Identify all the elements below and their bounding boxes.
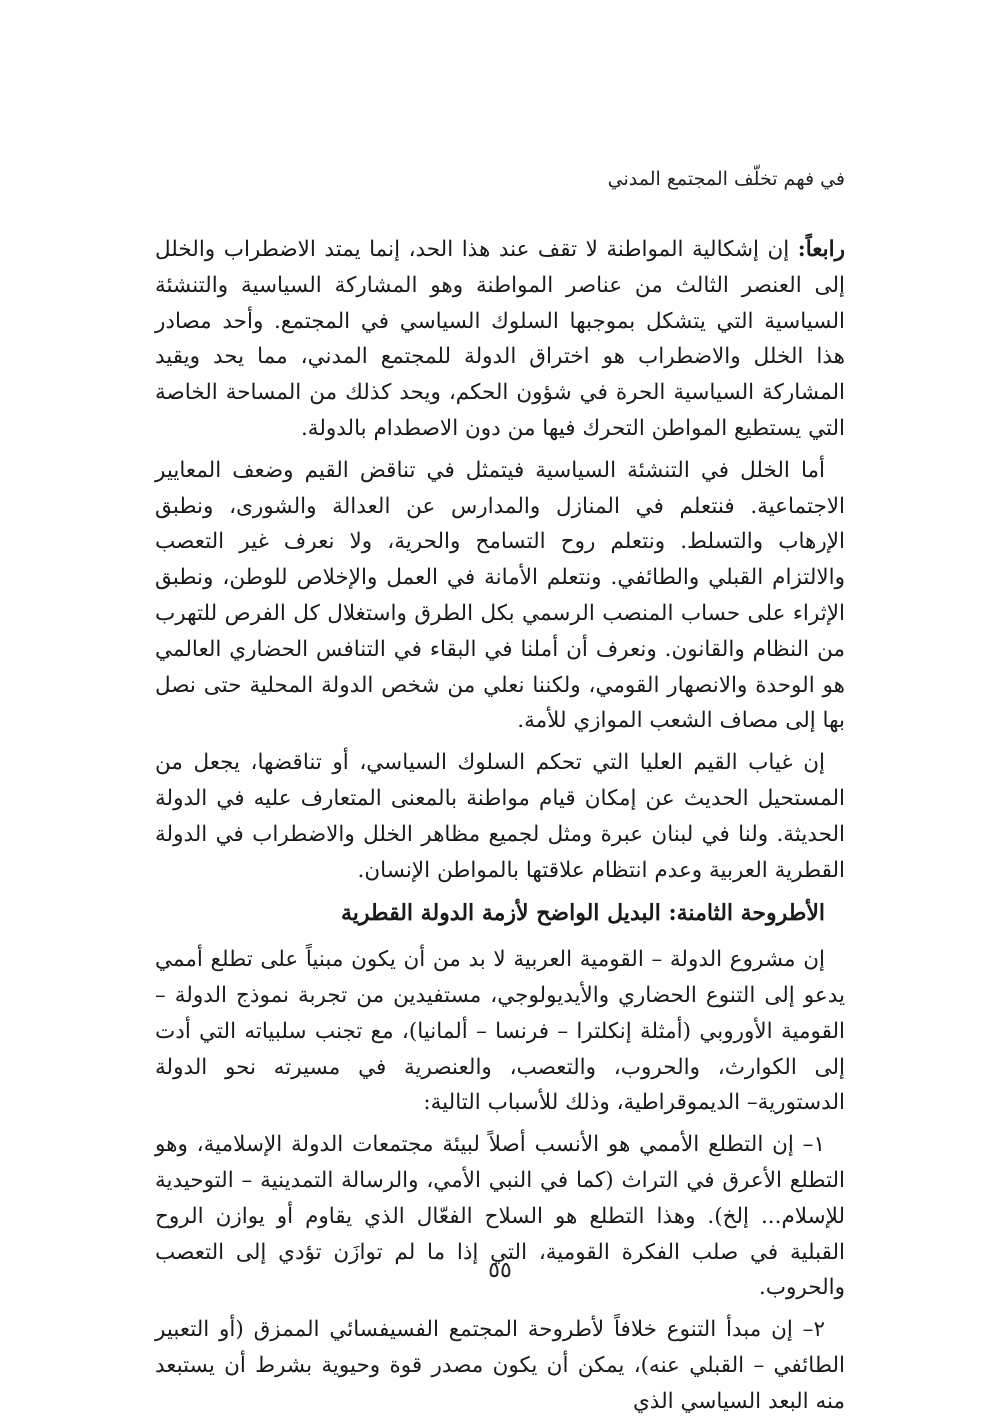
paragraph-absent-values: إن غياب القيم العليا التي تحكم السلوك السياسي، أو تناقضها، يجعل من المستحيل الحديث عن إمكان قيام مواطنة بالمعنى المتعارف عليه في الدولة الحديثة. ولنا في لبنان عبرة ومثل لجميع مظاهر الخلل والاضطراب في الدولة القطرية العربية وعدم انتظام علاقتها بالمواطن الإنسان. <box>155 750 845 883</box>
paragraph-political-socialization: أما الخلل في التنشئة السياسية فيتمثل في تناقض القيم وضعف المعايير الاجتماعية. فنتعلم في المنازل والمدارس عن العدالة والشورى، ونطبق الإرهاب والتسلط. ونتعلم روح التسامح والحرية، ولا نعرف غير التعصب والالتزام القبلي والطائفي. ونتعلم الأمانة في العمل والإخلاص للوطن، ونطبق الإثراء على حساب المنصب الرسمي بكل الطرق واستغلال كل الفرص للتهرب من النظام والقانون. ونعرف أن أملنا في البقاء في التنافس الحضاري العالمي هو الوحدة والانصهار القومي، ولكننا نعلي من شخص الدولة المحلية حتى نصل بها إلى مصاف الشعب الموازي للأمة. <box>155 457 845 734</box>
running-head: في فهم تخلّف المجتمع المدني <box>607 168 845 190</box>
page-number: ٥٥ <box>488 1258 512 1283</box>
paragraph-reason-1: ١– إن التطلع الأممي هو الأنسب أصلاً لبيئة مجتمعات الدولة الإسلامية، وهو التطلع الأعرق في التراث (كما في النبي الأمي، والرسالة التمدينية – التوحيدية للإسلام... إلخ). وهذا التطلع هو السلاح الفعّال الذي يقاوم أو يوازن الروح القبلية في صلب الفكرة القومية، التي إذا ما لم توازَن تؤدي إلى التعصب والحروب. <box>155 1132 845 1301</box>
paragraph-nation-state-project: إن مشروع الدولة – القومية العربية لا بد من أن يكون مبنياً على تطلع أممي يدعو إلى التنوع الحضاري والأيديولوجي، مستفيدين من تجربة نموذج الدولة – القومية الأوروبي (أمثلة إنكلترا – فرنسا – ألمانيا)، مع تجنب سلبياته التي أدت إلى الكوارث، والحروب، والتعصب، والعنصرية في مسيرته نحو الدولة الدستورية– الديموقراطية، وذلك للأسباب التالية: <box>155 947 845 1116</box>
paragraph-text: إن إشكالية المواطنة لا تقف عند هذا الحد، إنما يمتد الاضطراب والخلل إلى العنصر الثالث من عناصر المواطنة وهو المشاركة السياسية والتنشئة السياسية التي يتشكل بموجبها السلوك السياسي في المجتمع. وأحد مصادر هذا الخلل والاضطراب هو اختراق الدولة للمجتمع المدني، مما يحد ويقيد المشاركة السياسية الحرة في شؤون الحكم، ويحد كذلك من المساحة الخاصة التي يستطيع المواطن التحرك فيها من دون الاصطدام بالدولة. <box>155 237 845 441</box>
section-heading: الأطروحة الثامنة: البديل الواضح لأزمة الدولة القطرية <box>340 900 825 927</box>
paragraph-rabian <box>155 232 845 447</box>
paragraph-lead: رابعاً: <box>797 237 845 262</box>
body-text <box>155 232 845 1426</box>
paragraph-reason-2: ٢– إن مبدأ التنوع خلافاً لأطروحة المجتمع الفسيفسائي الممزق (أو التعبير الطائفي – القبلي عنه)، يمكن أن يكون مصدر قوة وحيوية بشرط أن يستبعد منه البعد السياسي الذي <box>155 1317 845 1414</box>
